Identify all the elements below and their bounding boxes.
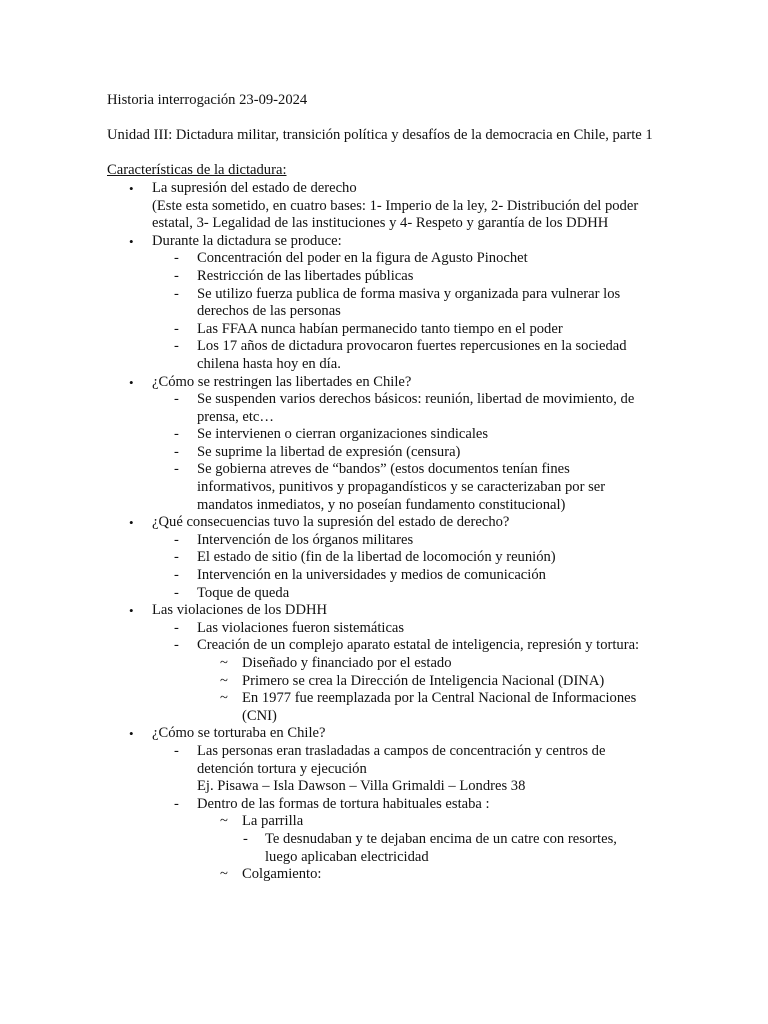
- dash-icon: -: [174, 320, 179, 337]
- subsub-item-text: La parrilla: [242, 813, 304, 830]
- spacer: [107, 145, 663, 163]
- bullet-item: [107, 180, 663, 233]
- bullet-item: [107, 602, 663, 620]
- sub-item-text: Se suprime la libertad de expresión (censura): [197, 443, 461, 460]
- subsub-item: [107, 655, 663, 673]
- sub-item: [107, 444, 663, 462]
- sub-item-text: Se utilizo fuerza publica de forma masiva y organizada para vulnerar los derechos de las personas: [197, 285, 621, 320]
- sub-item-text: Dentro de las formas de tortura habituales estaba :: [197, 795, 490, 812]
- dash-icon: -: [174, 250, 179, 267]
- dash-icon: -: [174, 426, 179, 443]
- dash-icon: -: [174, 584, 179, 601]
- dash-icon: -: [174, 619, 179, 636]
- sub-item-text: Las FFAA nunca habían permanecido tanto tiempo en el poder: [197, 320, 563, 337]
- sub-item: [107, 567, 663, 585]
- dash-icon: -: [174, 549, 179, 566]
- sub-item: [107, 338, 663, 373]
- sub-item: [107, 637, 663, 655]
- sub-item: [107, 391, 663, 426]
- dash-icon: -: [174, 338, 179, 355]
- sub-item-text: Se suspenden varios derechos básicos: reunión, libertad de movimiento, de prensa, etc…: [197, 391, 635, 425]
- deep-item: [107, 831, 663, 866]
- sub-item-text: Las violaciones fueron sistemáticas: [197, 619, 405, 636]
- sub-item-text: Intervención en la universidades y medios de comunicación: [197, 567, 546, 584]
- document-header: Historia interrogación 23-09-2024: [107, 92, 308, 108]
- dash-icon: -: [174, 285, 179, 302]
- bullet-label: ¿Cómo se restringen las libertades en Chile?: [152, 373, 412, 390]
- sub-item-text: Se gobierna atreves de “bandos” (estos documentos tenían fines informativos, punitivos y propagandísticos y se caracterizaban por ser mandatos inmediatos, y no poseían fundamento constitucional): [197, 461, 606, 513]
- bullet-label: ¿Qué consecuencias tuvo la supresión del estado de derecho?: [152, 514, 510, 531]
- sub-item-text: Creación de un complejo aparato estatal de inteligencia, represión y tortura:: [197, 637, 640, 654]
- document-page: [107, 92, 663, 884]
- bullet-note: estatal, 3- Legalidad de las instituciones y 4- Respeto y garantía de los DDHH: [152, 215, 609, 232]
- sub-item-text: Restricción de las libertades públicas: [197, 267, 414, 284]
- bullet-item: [107, 725, 663, 743]
- sub-item: [107, 321, 663, 339]
- sub-item: [107, 286, 663, 321]
- sub-item: [107, 426, 663, 444]
- sub-item-text: El estado de sitio (fin de la libertad de locomoción y reunión): [197, 549, 556, 566]
- deep-item-text: Te desnudaban y te dejaban encima de un catre con resortes, luego aplicaban electricidad: [265, 830, 617, 865]
- dash-icon: -: [174, 443, 179, 460]
- sub-item-note: Ej. Pisawa – Isla Dawson – Villa Grimaldi – Londres 38: [197, 778, 526, 795]
- subsub-item: [107, 813, 663, 831]
- bullet-icon: •: [129, 515, 134, 531]
- sub-item: [107, 268, 663, 286]
- unit-title: Unidad III: Dictadura militar, transición política y desafíos de la democracia en Chile, parte 1: [107, 127, 653, 144]
- sub-item-text: Se intervienen o cierran organizaciones sindicales: [197, 426, 489, 443]
- subsub-item-text: Primero se crea la Dirección de Inteligencia Nacional (DINA): [242, 672, 605, 689]
- tilde-icon: ~: [220, 866, 228, 883]
- sub-item: [107, 620, 663, 638]
- bullet-label: ¿Cómo se torturaba en Chile?: [152, 725, 326, 742]
- dash-icon: -: [174, 742, 179, 759]
- bullet-icon: •: [129, 233, 134, 249]
- subsub-item: [107, 673, 663, 691]
- sub-item-text: Los 17 años de dictadura provocaron fuertes repercusiones en la sociedad chilena hasta hoy en día.: [197, 338, 627, 372]
- sub-item: [107, 532, 663, 550]
- tilde-icon: ~: [220, 690, 228, 707]
- bullet-item: [107, 374, 663, 392]
- sub-item: [107, 461, 663, 514]
- subsub-item-text: Diseñado y financiado por el estado: [242, 655, 452, 671]
- dash-icon: -: [243, 830, 248, 847]
- dash-icon: -: [174, 267, 179, 284]
- bullet-label: Durante la dictadura se produce:: [152, 232, 342, 249]
- dash-icon: -: [174, 531, 179, 548]
- sub-item: [107, 585, 663, 603]
- dash-icon: -: [174, 795, 179, 812]
- bullet-item: [107, 514, 663, 532]
- sub-item: [107, 796, 663, 814]
- dash-icon: -: [174, 391, 179, 408]
- sub-item-text: Las personas eran trasladadas a campos de concentración y centros de detención tortura y ejecución: [197, 742, 606, 777]
- subsub-item: [107, 866, 663, 884]
- sub-item-text: Toque de queda: [197, 584, 290, 601]
- sub-item-text: Concentración del poder en la figura de Agusto Pinochet: [197, 250, 528, 267]
- bullet-icon: •: [129, 374, 134, 390]
- subsub-item: [107, 690, 663, 725]
- bullet-note: (Este esta sometido, en cuatro bases: 1- Imperio de la ley, 2- Distribución del poder: [152, 197, 639, 214]
- bullet-icon: •: [129, 603, 134, 619]
- tilde-icon: ~: [220, 813, 228, 830]
- spacer: [107, 110, 663, 128]
- bullet-icon: •: [129, 180, 134, 196]
- subsub-item-text: En 1977 fue reemplazada por la Central Nacional de Informaciones (CNI): [242, 690, 637, 724]
- dash-icon: -: [174, 461, 179, 478]
- bullet-icon: •: [129, 726, 134, 742]
- sub-item: [107, 549, 663, 567]
- dash-icon: -: [174, 637, 179, 654]
- sub-item-text: Intervención de los órganos militares: [197, 531, 414, 548]
- section-title: Características de la dictadura:: [107, 162, 287, 179]
- bullet-label: La supresión del estado de derecho: [152, 179, 357, 196]
- sub-item: [107, 250, 663, 268]
- bullet-label: Las violaciones de los DDHH: [152, 602, 328, 619]
- bullet-item: [107, 233, 663, 251]
- dash-icon: -: [174, 567, 179, 584]
- sub-item: [107, 743, 663, 778]
- subsub-item-text: Colgamiento:: [242, 866, 322, 883]
- tilde-icon: ~: [220, 655, 228, 671]
- tilde-icon: ~: [220, 672, 228, 689]
